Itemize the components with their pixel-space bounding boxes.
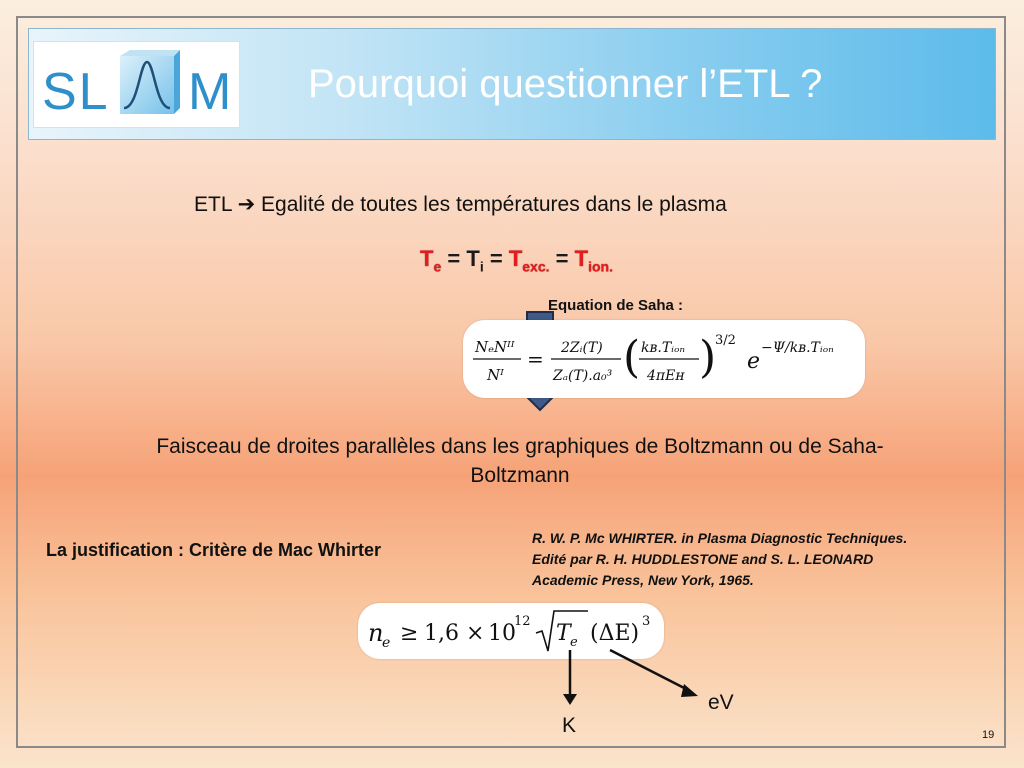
mw-ten: 10 (488, 621, 516, 646)
mw-lhs-sub: e (382, 635, 391, 651)
mw-coef: 1,6 (424, 621, 459, 646)
etl-definition (194, 192, 727, 217)
logo-cube-icon (116, 48, 180, 120)
arrow-to-ev-icon (606, 646, 700, 700)
mw-sqrt-arg: T (556, 621, 571, 646)
saha-mid-num: 2Zᵢ(T) (561, 340, 603, 356)
arrow-down-to-k-icon (560, 648, 580, 706)
saha-exp-base: e (747, 349, 761, 374)
temp-tion: $T_{ion.}$ (574, 246, 613, 275)
slam-logo (33, 41, 240, 128)
svg-text:=: = (527, 347, 544, 371)
mw-delta: (ΔE) (590, 621, 640, 646)
saha-lhs-num: NₑNᴵᴵ (475, 338, 515, 356)
saha-paren-num: kʙ.Tᵢₒₙ (641, 340, 686, 356)
reference-line-3: Academic Press, New York, 1965. (532, 572, 754, 588)
justification-heading: La justification : Critère de Mac Whirter (46, 540, 382, 560)
unit-ev: eV (708, 691, 734, 714)
saha-equation (463, 320, 865, 398)
saha-exponent: 3/2 (715, 333, 736, 348)
saha-lhs-den: Nᴵ (487, 366, 504, 384)
eq-sign-3: = (555, 246, 569, 271)
reference-line-2: Edité par R. H. HUDDLESTONE and S. L. LEONARD (532, 551, 874, 567)
logo-text-right: M (188, 63, 234, 121)
mw-delta-exp: 3 (642, 614, 651, 629)
mw-times: × (466, 621, 485, 646)
mw-sqrt-sub: e (570, 635, 578, 650)
etl-label: ETL (194, 193, 232, 216)
faisceau-line-1: Faisceau de droites parallèles dans les graphiques de Boltzmann ou de Saha- (156, 435, 884, 458)
reference-line-1: R. W. P. Mc WHIRTER. in Plasma Diagnostic Techniques. (532, 530, 908, 546)
mw-rel: ≥ (400, 621, 419, 646)
faisceau-text (60, 432, 980, 490)
temp-texc: $T_{exc.}$ (508, 246, 550, 275)
saha-mid-den: Zₐ(T).a₀³ (553, 368, 613, 384)
mw-lhs: n (368, 619, 384, 647)
saha-formula (463, 320, 865, 398)
eq-sign-1: = (447, 246, 461, 271)
temperature-equality (420, 246, 613, 274)
mw-ten-exp: 12 (514, 614, 531, 629)
logo-text-left: SL (42, 63, 110, 121)
slide-title: Pourquoi questionner l’ETL ? (308, 62, 823, 106)
page-number: 19 (982, 729, 995, 741)
faisceau-line-2: Boltzmann (470, 464, 570, 487)
temp-ti: $T_i$ (466, 246, 484, 275)
reference-citation (532, 528, 907, 591)
temp-te: $T_e$ (420, 246, 442, 275)
eq-sign-2: = (489, 246, 503, 271)
saha-exp-power: −Ψ/kʙ.Tᵢₒₙ (761, 340, 834, 356)
svg-text:(: ( (623, 332, 641, 383)
saha-label: Equation de Saha : (548, 297, 684, 314)
unit-kelvin: K (562, 714, 577, 737)
saha-paren-den: 4πEʜ (647, 368, 685, 384)
arrow-right-icon: ➔ (237, 193, 256, 216)
etl-text: Egalité de toutes les températures dans le plasma (261, 193, 727, 216)
svg-text:): ) (699, 332, 717, 383)
